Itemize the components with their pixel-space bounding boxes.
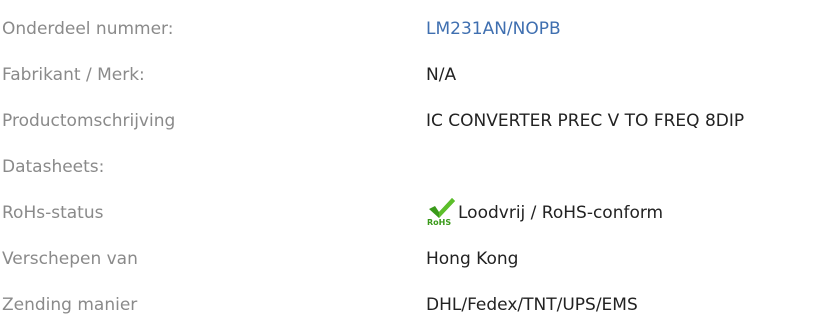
spec-row-manufacturer (0, 52, 838, 98)
rohs-value-text: Loodvrij / RoHS-conform (458, 203, 664, 223)
spec-row-rohs (0, 190, 838, 236)
shipping-method-value: DHL/Fedex/TNT/UPS/EMS (426, 295, 638, 315)
ship-from-label: Verschepen van (2, 249, 138, 269)
spec-row-part-number (0, 6, 838, 52)
spec-row-shipping-method (0, 282, 838, 328)
manufacturer-value: N/A (426, 65, 457, 85)
manufacturer-label: Fabrikant / Merk: (2, 65, 145, 85)
rohs-check-icon (426, 196, 458, 226)
part-number-link[interactable]: LM231AN/NOPB (426, 19, 561, 39)
spec-row-datasheets (0, 144, 838, 190)
spec-row-description (0, 98, 838, 144)
shipping-method-label: Zending manier (2, 295, 138, 315)
product-spec-table (0, 6, 838, 328)
ship-from-value: Hong Kong (426, 249, 519, 269)
rohs-value (426, 198, 663, 228)
spec-row-ship-from (0, 236, 838, 282)
description-value: IC CONVERTER PREC V TO FREQ 8DIP (426, 111, 745, 131)
rohs-label: RoHs-status (2, 203, 104, 223)
part-number-label: Onderdeel nummer: (2, 19, 174, 39)
datasheets-label: Datasheets: (2, 157, 105, 177)
svg-text:RoHS: RoHS (427, 218, 452, 226)
description-label: Productomschrijving (2, 111, 176, 131)
